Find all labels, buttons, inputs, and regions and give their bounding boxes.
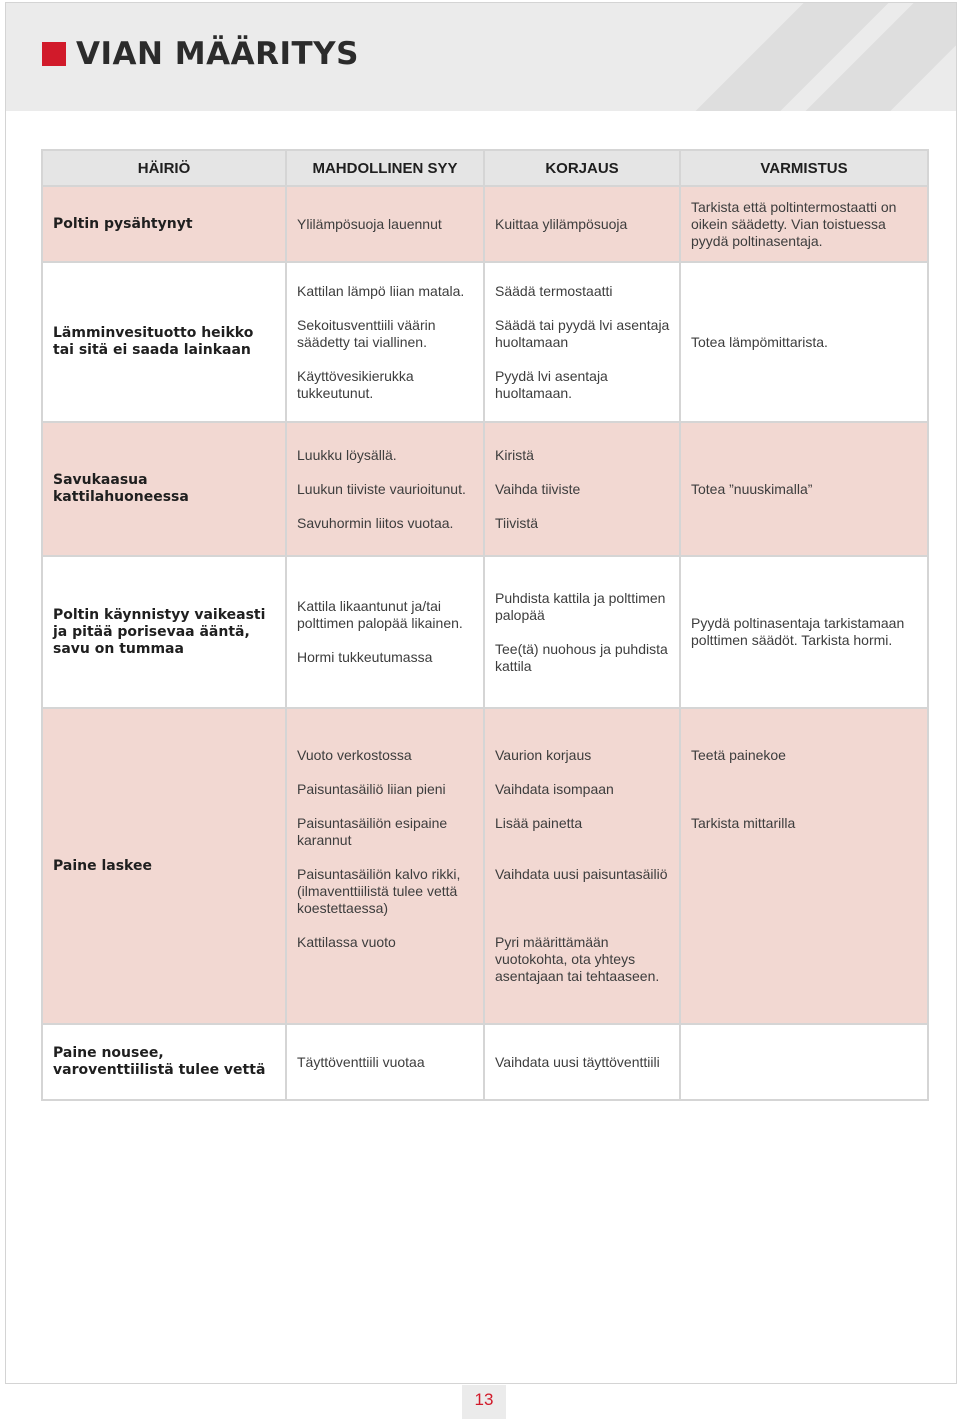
fix-cell (484, 422, 680, 556)
fix-cell (484, 186, 680, 262)
cause-cell (286, 262, 484, 422)
table-row (42, 708, 928, 1024)
cause-cell (286, 1024, 484, 1100)
page-title: VIAN MÄÄRITYS (76, 36, 359, 72)
cause-text: Käyttövesikierukka tukkeutunut. (297, 367, 414, 401)
cause-cell (286, 556, 484, 708)
check-cell (680, 262, 928, 422)
fix-text: Vaihda tiiviste (495, 480, 581, 497)
fix-cell (484, 708, 680, 1024)
cause-text: Kattilan lämpö liian matala. (297, 282, 465, 299)
table-row (42, 186, 928, 262)
check-text: Tarkista mittarilla (691, 815, 796, 831)
table-header-row (42, 150, 928, 186)
fix-text: Vaurion korjaus (495, 747, 592, 763)
check-cell (680, 422, 928, 556)
fix-cell (484, 262, 680, 422)
check-cell (680, 1024, 928, 1100)
cause-text: Paisuntasäiliö liian pieni (297, 781, 446, 797)
table-row (42, 262, 928, 422)
check-text (691, 934, 919, 985)
fault-cell: Poltin pysähtynyt (42, 186, 286, 262)
check-text: Teetä painekoe (691, 747, 786, 763)
fix-text: Vaihdata uusi paisuntasäiliö (495, 866, 668, 882)
cause-text: Hormi tukkeutumassa (297, 649, 433, 665)
fix-text: Vaihdata isompaan (495, 781, 614, 797)
fault-cell: Savukaasua kattilahuoneessa (42, 422, 286, 556)
table-row (42, 556, 928, 708)
cause-text: Luukku löysällä. (297, 446, 397, 463)
fix-text: Kuittaa ylilämpösuoja (495, 215, 628, 232)
cause-text: Paisuntasäiliön esipaine karannut (297, 815, 448, 848)
fix-text: Vaihdata uusi täyttöventtiili (495, 1053, 660, 1070)
cause-text: Täyttöventtiili vuotaa (297, 1053, 425, 1070)
fix-text: Kiristä (495, 446, 534, 463)
fix-text: Pyydä lvi asentaja huoltamaan. (495, 367, 608, 401)
fix-text: Pyri määrittämään vuotokohta, ota yhteys asentajaan tai tehtaaseen. (495, 934, 660, 984)
check-text (691, 866, 919, 917)
title-marker (42, 42, 66, 66)
column-header-check: VARMISTUS (680, 150, 928, 186)
column-header-fault: HÄIRIÖ (42, 150, 286, 186)
fix-text: Tiivistä (495, 514, 539, 531)
fix-text: Tee(tä) nuohous ja puhdista kattila (495, 640, 668, 674)
table-row (42, 422, 928, 556)
check-text (691, 781, 919, 798)
cause-cell (286, 708, 484, 1024)
cause-text: Vuoto verkostossa (297, 747, 412, 763)
cause-text: Kattilassa vuoto (297, 934, 396, 950)
fix-cell (484, 556, 680, 708)
fault-table (41, 149, 929, 1101)
cause-cell (286, 422, 484, 556)
cause-text: Paisuntasäiliön kalvo rikki, (ilmaventtiilistä tulee vettä koestettaessa) (297, 866, 461, 916)
fault-cell: Poltin käynnistyy vaikeasti ja pitää porisevaa ääntä, savu on tummaa (42, 556, 286, 708)
fault-cell: Paine laskee (42, 708, 286, 1024)
fix-text: Säädä tai pyydä lvi asentaja huoltamaan (495, 316, 670, 350)
cause-text: Ylilämpösuoja lauennut (297, 215, 442, 232)
check-text: Tarkista että poltintermostaatti on oikein säädetty. Vian toistuessa pyydä poltinasentaja. (691, 198, 897, 249)
fix-text: Lisää painetta (495, 815, 583, 831)
check-cell (680, 556, 928, 708)
page-number: 13 (462, 1385, 506, 1419)
fault-cell: Lämminvesituotto heikko tai sitä ei saada lainkaan (42, 262, 286, 422)
cause-text: Sekoitusventtiili väärin säädetty tai viallinen. (297, 316, 436, 350)
fix-cell (484, 1024, 680, 1100)
check-text: Totea ”nuuskimalla” (691, 480, 813, 497)
cause-text: Luukun tiiviste vaurioitunut. (297, 480, 466, 497)
cause-text: Kattila likaantunut ja/tai polttimen palopää likainen. (297, 598, 463, 631)
table-row (42, 1024, 928, 1100)
check-text: Pyydä poltinasentaja tarkistamaan polttimen säädöt. Tarkista hormi. (691, 615, 905, 648)
cause-text: Savuhormin liitos vuotaa. (297, 514, 454, 531)
check-cell (680, 708, 928, 1024)
column-header-fix: KORJAUS (484, 150, 680, 186)
column-header-cause: MAHDOLLINEN SYY (286, 150, 484, 186)
fix-text: Puhdista kattila ja polttimen palopää (495, 589, 666, 623)
check-cell (680, 186, 928, 262)
check-text: Totea lämpömittarista. (691, 333, 828, 350)
fix-text: Säädä termostaatti (495, 282, 613, 299)
fault-cell: Paine nousee, varoventtiilistä tulee vettä (42, 1024, 286, 1100)
cause-cell (286, 186, 484, 262)
